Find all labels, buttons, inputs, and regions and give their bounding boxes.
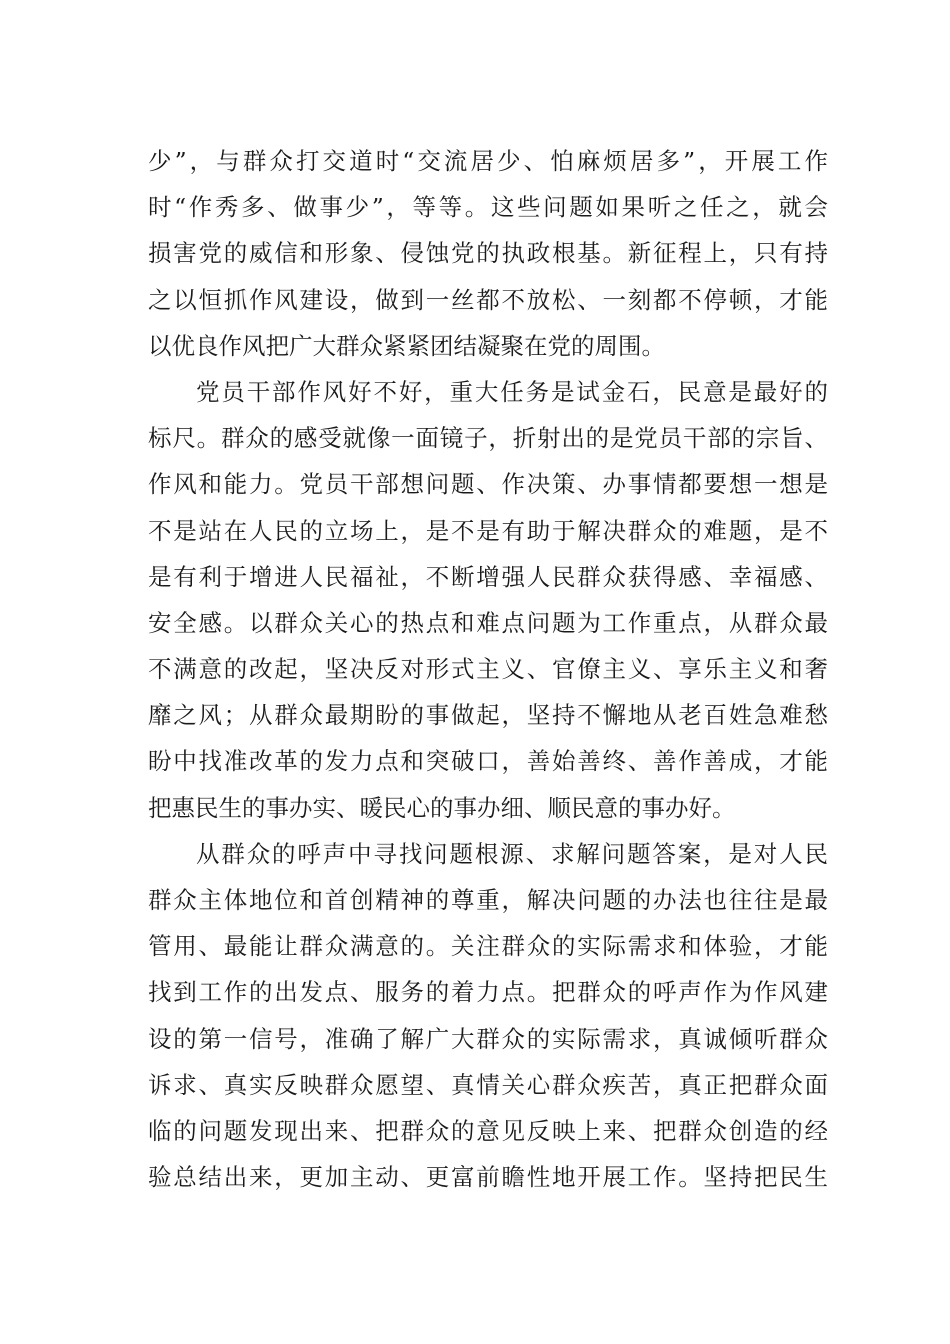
text-line: 党员干部作风好不好，重大任务是试金石，民意是最好的 <box>196 377 828 406</box>
text-line: 标尺。群众的感受就像一面镜子，折射出的是党员干部的宗旨、 <box>148 424 828 453</box>
body-text <box>148 138 828 1200</box>
text-line: 靡之风；从群众最期盼的事做起，坚持不懈地从老百姓急难愁 <box>148 701 828 730</box>
text-line: 设的第一信号，准确了解广大群众的实际需求，真诚倾听群众 <box>148 1024 828 1053</box>
text-line: 以优良作风把广大群众紧紧团结凝聚在党的周围。 <box>148 331 665 360</box>
text-line: 从群众的呼声中寻找问题根源、求解问题答案，是对人民 <box>196 839 828 868</box>
text-line: 群众主体地位和首创精神的尊重，解决问题的办法也往往是最 <box>148 886 828 914</box>
text-line: 时“作秀多、做事少”，等等。这些问题如果听之任之，就会 <box>148 193 828 222</box>
text-line: 诉求、真实反映群众愿望、真情关心群众疾苦，真正把群众面 <box>148 1070 828 1099</box>
text-line: 验总结出来，更加主动、更富前瞻性地开展工作。坚持把民生 <box>148 1163 828 1192</box>
text-line: 少”，与群众打交道时“交流居少、怕麻烦居多”，开展工作 <box>148 147 828 175</box>
text-line: 作风和能力。党员干部想问题、作决策、办事情都要想一想是 <box>148 470 828 499</box>
text-line: 安全感。以群众关心的热点和难点问题为工作重点，从群众最 <box>148 608 828 637</box>
text-line: 把惠民生的事办实、暖民心的事办细、顺民意的事办好。 <box>148 793 736 822</box>
text-line: 不是站在人民的立场上，是不是有助于解决群众的难题，是不 <box>148 516 828 545</box>
paragraph-1 <box>148 138 828 369</box>
paragraph-3 <box>148 831 828 1201</box>
text-line: 找到工作的出发点、服务的着力点。把群众的呼声作为作风建 <box>148 978 828 1007</box>
text-line: 是有利于增进人民福祉，不断增强人民群众获得感、幸福感、 <box>148 562 828 591</box>
text-line: 管用、最能让群众满意的。关注群众的实际需求和体验，才能 <box>148 932 828 961</box>
text-line: 不满意的改起，坚决反对形式主义、官僚主义、享乐主义和奢 <box>148 655 828 684</box>
text-line: 之以恒抓作风建设，做到一丝都不放松、一刻都不停顿，才能 <box>148 285 828 314</box>
text-line: 临的问题发现出来、把群众的意见反映上来、把群众创造的经 <box>148 1116 828 1145</box>
text-line: 损害党的威信和形象、侵蚀党的执政根基。新征程上，只有持 <box>148 239 828 268</box>
paragraph-2 <box>148 369 828 831</box>
text-line: 盼中找准改革的发力点和突破口，善始善终、善作善成，才能 <box>148 747 828 776</box>
